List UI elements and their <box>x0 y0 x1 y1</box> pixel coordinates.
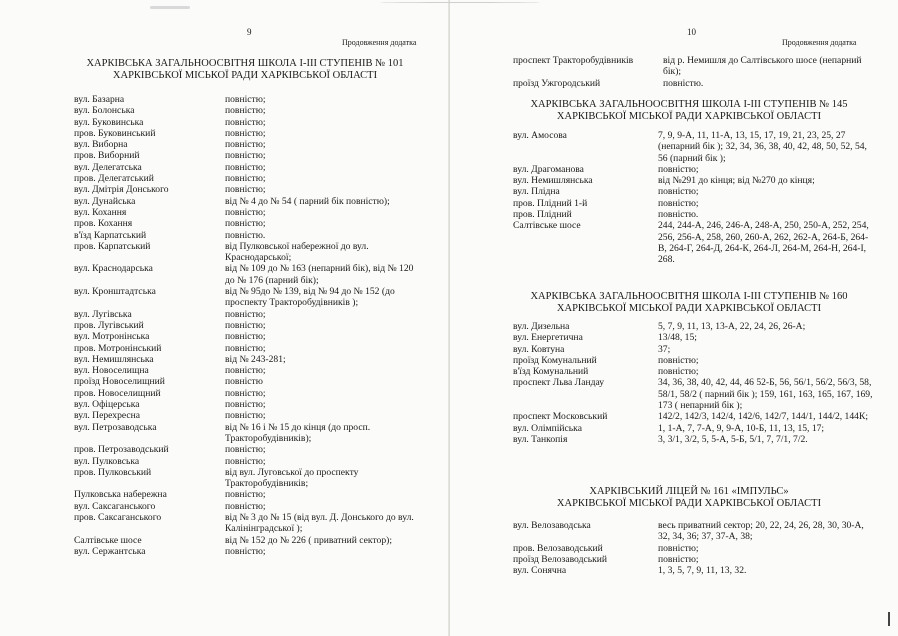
street-range: повністю; <box>658 354 699 366</box>
street-name: вул. Новоселищна <box>74 365 149 377</box>
street-name: вул. Танкопія <box>513 433 568 445</box>
right-page <box>449 0 898 636</box>
street-range: повністю; <box>225 410 266 422</box>
table-row <box>74 139 419 150</box>
street-range: повністю <box>225 376 263 388</box>
street-name: вул. Кохання <box>74 206 127 218</box>
street-range: від № 4 до № 54 ( парний бік повністю); <box>225 195 390 207</box>
table-row <box>74 467 419 490</box>
table-row <box>513 209 873 220</box>
street-name: пров. Плідний <box>513 209 572 221</box>
street-name: пров. Петрозаводський <box>74 444 169 456</box>
table-row <box>74 331 419 342</box>
school-160-street-table <box>513 321 873 445</box>
page-number: 10 <box>687 27 696 37</box>
street-name: вул. Дунайська <box>74 195 136 207</box>
street-range: від вул. Луговської до проспекту Тракторобудівників; <box>225 466 359 490</box>
continuation-note: Продовження додатка <box>782 38 857 47</box>
street-range: повністю; <box>225 206 266 218</box>
street-range: повністю; <box>658 186 699 198</box>
street-range: повністю; <box>225 545 266 557</box>
street-name: пров. Лугівський <box>74 319 144 331</box>
street-range: від Пулковської набережної до вул. Краснодарської; <box>225 240 369 264</box>
table-row <box>74 444 419 455</box>
street-range: 1, 3, 5, 7, 9, 11, 13, 32. <box>658 565 747 577</box>
table-row <box>74 162 419 173</box>
street-range: 3, 3/1, 3/2, 5, 5-А, 5-Б, 5/1, 7, 7/1, 7/2. <box>658 433 808 445</box>
continuation-note: Продовження додатка <box>342 38 417 47</box>
heading-line: ХАРКІВСЬКА ЗАГАЛЬНООСВІТНЯ ШКОЛА І-ІІІ СТУПЕНІВ № 160 <box>530 291 848 302</box>
heading-line: ХАРКІВСЬКОЇ МІСЬКОЇ РАДИ ХАРКІВСЬКОЇ ОБЛАСТІ <box>556 498 822 509</box>
table-row <box>513 130 873 164</box>
table-row <box>74 263 419 286</box>
table-row <box>74 150 419 161</box>
street-name: вул. Перехресна <box>74 410 141 422</box>
street-name: вул. Сонячна <box>513 565 567 577</box>
street-name: вул. Дизельна <box>513 321 570 332</box>
street-range: повністю; <box>225 218 266 230</box>
street-name: пров. Виборний <box>74 150 140 162</box>
street-name: Салтівське шосе <box>74 534 142 546</box>
street-range: повністю; <box>225 455 266 467</box>
street-name: пров. Делегатський <box>74 173 154 185</box>
street-range: повністю; <box>225 150 266 162</box>
school-160-heading <box>509 291 869 315</box>
street-range: повністю; <box>225 116 266 128</box>
table-row <box>74 343 419 354</box>
street-range: весь приватний сектор; 20, 22, 24, 26, 28, 30, 30-А, 32, 34, 36; 37, 37-А, 38; <box>658 520 864 543</box>
street-range: повністю; <box>225 127 266 139</box>
table-row <box>513 377 873 411</box>
table-row <box>513 164 873 175</box>
table-row <box>74 94 419 105</box>
street-range: від № 109 до № 163 (непарний бік), від № 120 до № 176 (парний бік); <box>225 263 414 286</box>
street-range: від № 3 до № 15 (від вул. Д. Донського до вул. Калінінградської ); <box>225 511 414 535</box>
heading-line: ХАРКІВСЬКА ЗАГАЛЬНООСВІТНЯ ШКОЛА І-ІІІ СТУПЕНІВ № 101 <box>86 58 404 69</box>
street-name: вул. Виборна <box>74 139 128 151</box>
street-name: вул. Базарна <box>74 94 125 105</box>
table-row <box>74 117 419 128</box>
street-name: проїзд Новоселищний <box>74 376 165 388</box>
school-145-street-table <box>513 130 873 266</box>
street-name: Салтівське шосе <box>513 220 581 232</box>
street-range: повністю; <box>225 444 266 456</box>
table-row <box>74 354 419 365</box>
page-number: 9 <box>247 27 252 37</box>
street-range: повністю; <box>225 161 266 173</box>
street-name: вул. Кронштадтська <box>74 286 156 298</box>
street-range: повністю; <box>225 319 266 331</box>
table-row <box>74 128 419 139</box>
table-row <box>513 175 873 186</box>
street-name: вул. Амосова <box>513 130 567 141</box>
street-name: вул. Краснодарська <box>74 263 153 275</box>
street-range: повністю; <box>225 308 266 320</box>
table-row <box>74 365 419 376</box>
street-range: від № 152 до № 226 ( приватний сектор); <box>225 534 392 546</box>
street-range: повністю; <box>658 542 699 554</box>
heading-line: ХАРКІВСЬКОЇ МІСЬКОЇ РАДИ ХАРКІВСЬКОЇ ОБЛАСТІ <box>556 111 822 122</box>
street-name: вул. Лугівська <box>74 308 132 320</box>
table-row <box>513 78 873 89</box>
table-row <box>74 501 419 512</box>
table-row <box>74 388 419 399</box>
table-row <box>513 520 873 543</box>
heading-line: ХАРКІВСЬКА ЗАГАЛЬНООСВІТНЯ ШКОЛА І-ІІІ СТУПЕНІВ № 145 <box>530 99 848 110</box>
street-range: повністю; <box>225 342 266 354</box>
table-row <box>74 241 419 264</box>
table-row <box>513 423 873 434</box>
street-name: пров. Плідний 1-й <box>513 197 588 209</box>
school-101-street-table <box>74 94 419 557</box>
street-name: вул. Петрозаводська <box>74 421 157 433</box>
table-row <box>74 546 419 557</box>
street-name: вул. Делегатська <box>74 161 142 173</box>
table-row <box>74 196 419 207</box>
street-range: повністю; <box>658 366 699 378</box>
street-name: вул. Болонська <box>74 105 135 117</box>
table-row <box>74 410 419 421</box>
table-row <box>74 230 419 241</box>
street-name: пров. Мотронінський <box>74 342 162 354</box>
school-101-heading <box>80 58 410 82</box>
street-name: пров. Буковинський <box>74 127 156 139</box>
street-name: пров. Кохання <box>74 218 133 230</box>
street-range: 34, 36, 38, 40, 42, 44, 46 52-Б, 56, 56/1, 56/2, 56/3, 58, 58/1, 58/2 ( парний бік ); 159, 161, 163, 165, 167, 169, 173 ( непарний бік ); <box>658 377 873 412</box>
street-range: від №291 до кінця; від №270 до кінця; <box>658 175 815 187</box>
table-row <box>74 173 419 184</box>
table-row <box>513 355 873 366</box>
table-row <box>513 220 873 265</box>
street-range: повністю; <box>225 365 266 377</box>
street-name: вул. Плідна <box>513 186 560 198</box>
street-name: в'їзд Карпатський <box>74 229 147 241</box>
street-range: повністю. <box>225 229 266 241</box>
heading-line: ХАРКІВСЬКОЇ МІСЬКОЇ РАДИ ХАРКІВСЬКОЇ ОБЛАСТІ <box>112 70 378 81</box>
table-row <box>74 184 419 195</box>
table-row <box>513 543 873 554</box>
street-name: проспект Тракторобудівників <box>513 55 634 66</box>
table-row <box>74 489 419 500</box>
street-range: повністю; <box>225 387 266 399</box>
table-row <box>74 286 419 309</box>
table-row <box>74 309 419 320</box>
street-range: повністю; <box>225 173 266 185</box>
street-range: 1, 1-А, 7, 7-А, 9, 9-А, 10-Б, 11, 13, 15, 17; <box>658 422 825 434</box>
table-row <box>74 376 419 387</box>
table-row <box>513 321 873 332</box>
street-name: вул. Сержантська <box>74 545 146 557</box>
table-row <box>513 55 873 78</box>
street-name: проїзд Велозаводський <box>513 553 608 565</box>
street-range: повністю; <box>225 184 266 196</box>
street-range: 13/48, 15; <box>658 332 697 344</box>
table-row <box>513 366 873 377</box>
street-name: пров. Карпатський <box>74 240 151 252</box>
street-range: повністю; <box>658 553 699 565</box>
table-row <box>513 554 873 565</box>
street-name: вул. Енергетична <box>513 332 583 344</box>
street-range: від № 16 і № 15 до кінця (до просп. Тракторобудівників); <box>225 421 371 444</box>
heading-line: ХАРКІВСЬКОЇ МІСЬКОЇ РАДИ ХАРКІВСЬКОЇ ОБЛАСТІ <box>556 303 822 314</box>
street-name: вул. Велозаводська <box>513 520 591 531</box>
street-name: проспект Льва Ландау <box>513 377 605 389</box>
street-range: від № 95до № 139, від № 94 до № 152 (до проспекту Тракторобудівників ); <box>225 286 395 309</box>
street-range: повністю; <box>225 500 266 512</box>
table-row <box>74 422 419 445</box>
street-range: повністю; <box>658 197 699 209</box>
street-name: вул. Мотронінська <box>74 331 150 343</box>
street-range: повністю; <box>225 399 266 411</box>
street-name: вул. Драгоманова <box>513 163 584 175</box>
lyceum-161-heading <box>539 486 839 510</box>
table-row <box>74 320 419 331</box>
street-name: вул. Олімпійська <box>513 422 582 434</box>
street-range: повністю; <box>225 489 266 501</box>
street-name: вул. Ковтуна <box>513 343 565 355</box>
table-row <box>74 399 419 410</box>
table-row <box>74 207 419 218</box>
street-range: повністю. <box>658 209 699 221</box>
table-row <box>74 105 419 116</box>
street-range: повністю; <box>225 105 266 117</box>
table-row <box>513 332 873 343</box>
street-range: повністю; <box>658 163 699 175</box>
street-name: пров. Новоселищний <box>74 387 161 399</box>
street-name: Пулковська набережна <box>74 489 167 501</box>
street-range: 37; <box>658 343 671 355</box>
table-row <box>74 218 419 229</box>
street-name: пров. Пулковський <box>74 466 152 478</box>
street-name: вул. Немишлянська <box>74 353 154 365</box>
street-range: 5, 7, 9, 11, 13, 13-А, 22, 24, 26, 26-А; <box>658 321 806 332</box>
heading-line: ХАРКІВСЬКИЙ ЛІЦЕЙ № 161 «ІМПУЛЬС» <box>589 486 789 497</box>
table-row <box>74 456 419 467</box>
street-range: 7, 9, 9-А, 11, 11-А, 13, 15, 17, 19, 21, 23, 25, 27 (непарний бік ); 32, 34, 36, 38, 40, 42, 48, 50, 52, 54, 56 (парний бік ); <box>658 130 867 164</box>
street-name: в'їзд Комунальний <box>513 366 589 378</box>
street-range: повністю. <box>663 77 704 89</box>
street-range: повністю; <box>225 139 266 151</box>
street-name: вул. Саксаганського <box>74 500 156 512</box>
street-name: вул. Немишлянська <box>513 175 593 187</box>
street-range: повністю; <box>225 331 266 343</box>
table-row <box>513 198 873 209</box>
street-name: вул. Буковинська <box>74 116 144 128</box>
table-row <box>74 512 419 535</box>
street-range: від р. Немишля до Салтівського шосе (непарний бік); <box>663 55 862 78</box>
street-range: 244, 244-А, 246, 246-А, 248-А, 250, 250-А, 252, 254, 256, 256-А, 258, 260, 260-А, 262, 262-А, 264-Б, 264-В, 264-Г, 264-Д, 264-К, 264-Л, 264-М, 264-Н, 264-І, 268. <box>658 220 869 266</box>
street-name: проспект Московський <box>513 411 608 423</box>
school-145-heading <box>519 99 859 123</box>
table-row <box>513 186 873 197</box>
table-row <box>513 565 873 576</box>
street-range: 142/2, 142/3, 142/4, 142/6, 142/7, 144/1, 144/2, 144К; <box>658 411 869 423</box>
table-row <box>74 535 419 546</box>
street-name: проїзд Ужгородський <box>513 77 601 89</box>
street-range: від № 243-281; <box>225 353 286 365</box>
street-name: вул. Офіцерська <box>74 399 140 411</box>
street-name: пров. Саксаганського <box>74 511 162 523</box>
street-range: повністю; <box>225 94 266 105</box>
table-row <box>513 344 873 355</box>
table-row <box>513 411 873 422</box>
continued-street-table <box>513 55 873 89</box>
street-name: проїзд Комунальний <box>513 354 597 366</box>
lyceum-161-street-table <box>513 520 873 576</box>
street-name: вул. Пулковська <box>74 455 140 467</box>
street-name: вул. Дмітрія Донського <box>74 184 169 196</box>
table-row <box>513 434 873 445</box>
street-name: пров. Велозаводський <box>513 542 603 554</box>
